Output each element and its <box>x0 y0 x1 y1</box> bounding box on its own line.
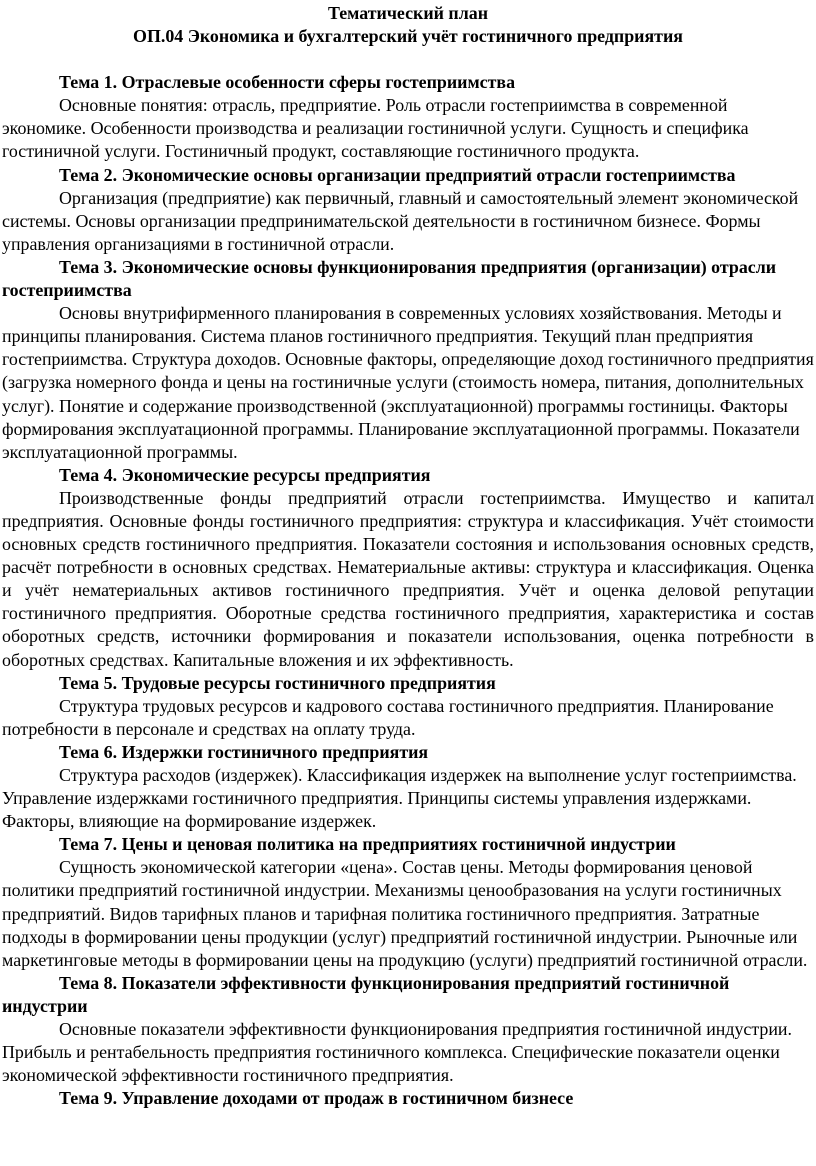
topic-heading <box>2 672 814 695</box>
topic-label: Тема 6 <box>59 741 113 762</box>
topic-body: Структура расходов (издержек). Классификация издержек на выполнение услуг гостеприимства. Управление издержками гостиничного предприятия. Принципы системы управления издержками. Факторы, влияющие на формирование издержек. <box>2 765 797 832</box>
topic-title: Экономические ресурсы предприятия <box>121 464 431 485</box>
topic-label: Тема 2. <box>59 164 118 185</box>
topic-heading <box>2 464 814 487</box>
topic-title: Цены и ценовая политика на предприятиях гостиничной индустрии <box>121 834 676 855</box>
topic-title: Отраслевые особенности сферы гостеприимства <box>121 72 516 93</box>
topic-heading <box>2 1087 814 1110</box>
topic-body: Основы внутрифирменного планирования в современных условиях хозяйствования. Методы и принципы планирования. Система планов гостиничного предприятия. Текущий план предприятия гостеприимства. Структура доходов. Основные факторы, определяющие доход гостиничного предприятия (загрузка номерного фонда и цены на гостиничные услуги (стоимость номера, питания, дополнительных услуг). Понятие и содержание производственной (эксплуатационной) программы гостиницы. Факторы формирования эксплуатационной программы. Планирование эксплуатационной программы. Показатели эксплуатационной программы. <box>2 303 814 462</box>
spacer <box>2 48 814 71</box>
topic-label: Тема 3. <box>59 256 118 277</box>
topic-body: Производственные фонды предприятий отрасли гостеприимства. Имущество и капитал предприятия. Основные фонды гостиничного предприятия: структура и классификация. Учёт стоимости основных средств гостиничного предприятия. Показатели состояния и использования основных средств, расчёт потребности в основных средствах. Нематериальные активы: структура и классификация. Оценка и учёт нематериальных активов гостиничного предприятия. Учёт и оценка деловой репутации гостиничного предприятия. Оборотные средства гостиничного предприятия, характеристика и состав оборотных средств, источники формирования и показатели использования, оценка потребности в оборотных средствах. Капитальные вложения и их эффективность. <box>2 487 814 670</box>
topic-body: Основные понятия: отрасль, предприятие. Роль отрасли гостеприимства в современной экономике. Особенности производства и реализации гостиничной услуги. Сущность и специфика гостиничной услуги. Гостиничный продукт, составляющие гостиничного продукта. <box>2 95 749 162</box>
topic-label: Тема 7. <box>59 834 118 855</box>
topic-body: Сущность экономической категории «цена». Состав цены. Методы формирования ценовой политики предприятий гостиничной индустрии. Механизмы ценообразования на услуги гостиничных предприятий. Видов тарифных планов и тарифная политика гостиничного предприятия. Затратные подходы в формировании цены продукции (услуг) предприятий гостиничной индустрии. Рыночные или маркетинговые методы в формировании цены на продукцию (услуги) предприятий гостиничной отрасли. <box>2 857 808 970</box>
topic-label: Тема 8. <box>59 972 118 993</box>
topic-label: Тема 1. <box>59 72 118 93</box>
topic-heading <box>2 833 814 856</box>
topic-title: Экономические основы функционирования предприятия (организации) отрасли гостеприимства <box>2 256 777 301</box>
topic-body: Основные показатели эффективности функционирования предприятия гостиничной индустрии. Прибыль и рентабельность предприятия гостиничного комплекса. Специфические показатели оценки экономической эффективности гостиничного предприятия. <box>2 1019 792 1086</box>
topic-title: Трудовые ресурсы гостиничного предприятия <box>121 672 496 693</box>
topic-body: Структура трудовых ресурсов и кадрового состава гостиничного предприятия. Планирование потребности в персонале и средствах на оплату труда. <box>2 695 774 739</box>
topic-label: Тема 9. <box>59 1088 118 1109</box>
topic-heading <box>2 741 814 764</box>
topic-title: Экономические основы организации предприятий отрасли гостеприимства <box>121 164 736 185</box>
document-subtitle: ОП.04 Экономика и бухгалтерский учёт гостиничного предприятия <box>133 26 683 47</box>
topic-title: . Издержки гостиничного предприятия <box>112 741 429 762</box>
topic-title: Управление доходами от продаж в гостиничном бизнесе <box>121 1088 574 1109</box>
topic-label: Тема 4. <box>59 464 118 485</box>
document-title: Тематический план <box>327 3 489 23</box>
topic-heading <box>2 164 814 187</box>
topic-title: Показатели эффективности функционирования предприятий гостиничной индустрии <box>2 972 730 1016</box>
topic-heading <box>2 972 814 1018</box>
topic-body: Организация (предприятие) как первичный, главный и самостоятельный элемент экономической системы. Основы организации предпринимательской деятельности в гостиничном бизнесе. Формы управления организациями в гостиничной отрасли. <box>2 187 799 254</box>
topic-label: Тема 5. <box>59 672 118 693</box>
topic-heading <box>2 71 814 94</box>
topic-heading <box>2 256 814 302</box>
